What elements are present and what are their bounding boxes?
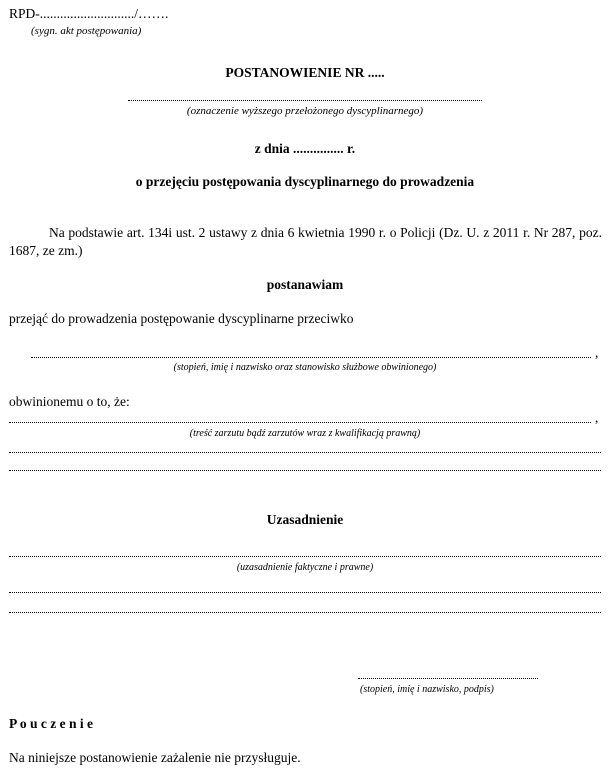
charge-trailing-comma: , [595, 410, 599, 425]
charge-field-line-2[interactable] [9, 452, 601, 453]
decision-heading: postanawiam [266, 277, 344, 292]
justification-caption: (uzasadnienie faktyczne i prawne) [236, 562, 374, 573]
subject-line: o przejęciu postępowania dyscyplinarnego do prowadzenia [135, 174, 475, 189]
document-title: POSTANOWIENIE NR ..... [225, 65, 385, 80]
instruction-heading: P o u c z e n i e [9, 716, 93, 731]
signature-field[interactable] [358, 678, 538, 679]
issuer-field[interactable] [128, 100, 482, 101]
accused-field[interactable] [31, 357, 591, 358]
decision-text: przejąć do prowadzenia postępowanie dyscyplinarne przeciwko [9, 311, 354, 326]
accused-caption: (stopień, imię i nazwisko oraz stanowisko służbowe obwinionego) [173, 362, 437, 373]
issuer-caption: (oznaczenie wyższego przełożonego dyscyplinarnego) [186, 105, 424, 117]
accused-trailing-comma: , [595, 345, 599, 360]
charge-caption: (treść zarzutu bądź zarzutów wraz z kwalifikacją prawną) [189, 428, 421, 439]
instruction-text: Na niniejsze postanowienie zażalenie nie przysługuje. [9, 750, 301, 765]
charge-field-line-3[interactable] [9, 470, 601, 471]
case-number: RPD-............................/……. [9, 6, 169, 21]
case-number-caption: (sygn. akt postępowania) [31, 25, 142, 37]
justification-heading: Uzasadnienie [266, 512, 344, 527]
justification-field-line-2[interactable] [9, 592, 601, 593]
justification-field[interactable] [9, 556, 601, 557]
justification-field-line-3[interactable] [9, 612, 601, 613]
charge-intro: obwinionemu o to, że: [9, 394, 130, 409]
legal-basis-paragraph: Na podstawie art. 134i ust. 2 ustawy z dnia 6 kwietnia 1990 r. o Policji (Dz. U. z 2011 r. Nr 287, poz. 1687, ze zm.) [9, 225, 602, 258]
charge-field[interactable] [9, 422, 591, 423]
date-line: z dnia ............... r. [254, 141, 356, 156]
signature-caption: (stopień, imię i nazwisko, podpis) [360, 684, 494, 695]
